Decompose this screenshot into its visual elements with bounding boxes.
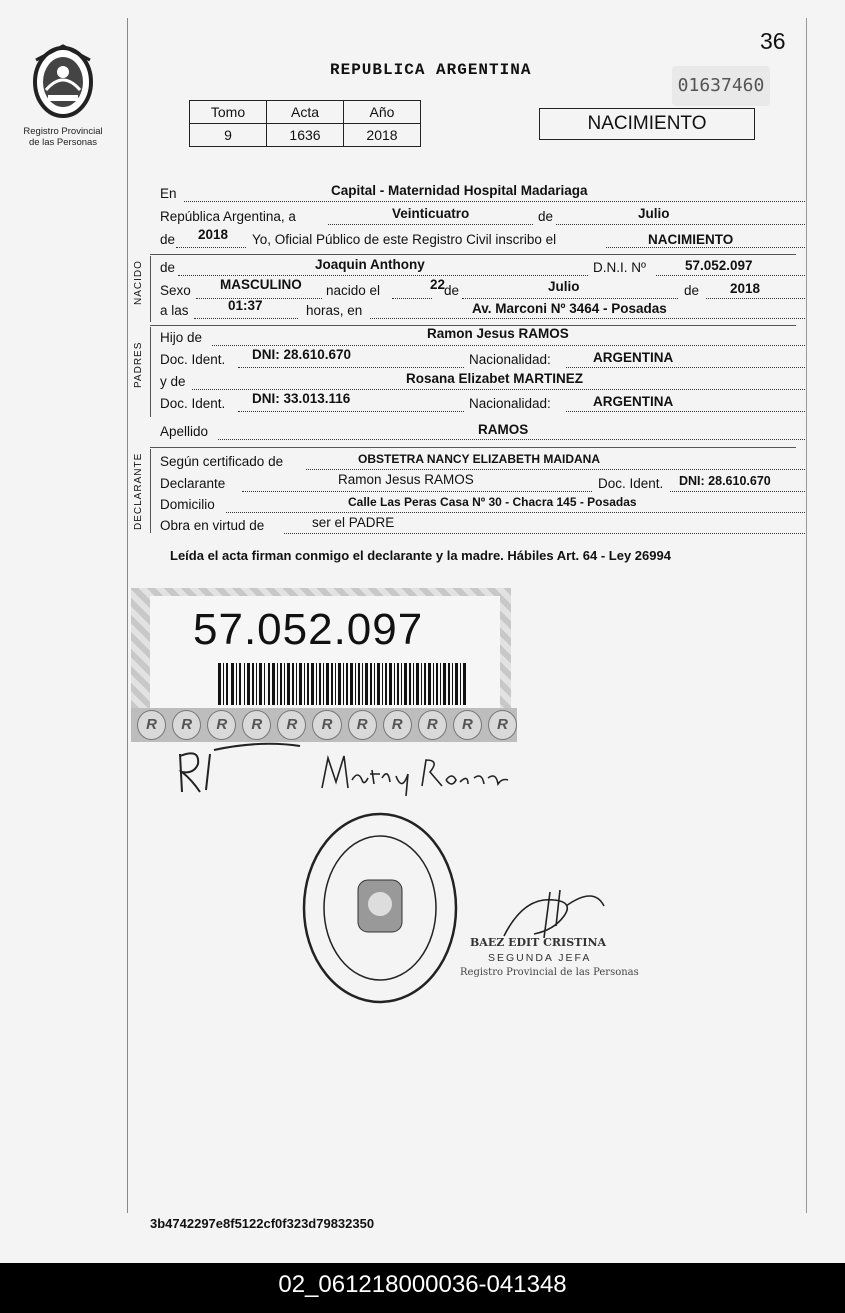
label-nacido-el: nacido el (326, 283, 381, 298)
official-registry: Registro Provincial de las Personas (460, 967, 639, 978)
value-apellido: RAMOS (478, 422, 529, 437)
value-year: 2018 (198, 227, 229, 242)
row-republica (160, 206, 805, 229)
value-month: Julio (638, 206, 670, 221)
declarant-signature (170, 740, 310, 800)
sticker-pattern-row: R R R R R R R R R R R (131, 708, 517, 742)
value-place: Capital - Maternidad Hospital Madariaga (331, 183, 588, 198)
section-divider (150, 447, 796, 448)
value-domicilio: Calle Las Peras Casa Nº 30 - Chacra 145 - Posadas (348, 495, 637, 509)
label-doc-ident: Doc. Ident. (160, 396, 226, 411)
value-day: Veinticuatro (392, 206, 470, 221)
label-de5: de (684, 283, 700, 298)
value-decl-doc: DNI: 28.610.670 (679, 474, 771, 488)
value-father-nationality: ARGENTINA (593, 350, 674, 365)
value-father: Ramon Jesus RAMOS (427, 326, 569, 341)
row-year (160, 227, 805, 252)
value-tomo: 9 (190, 124, 267, 147)
value-birth-year: 2018 (730, 281, 761, 296)
document-title: REPUBLICA ARGENTINA (330, 61, 532, 79)
label-republica: República Argentina, a (160, 209, 296, 224)
label-obra: Obra en virtud de (160, 518, 265, 533)
label-de2: de (160, 232, 176, 247)
value-child-name: Joaquin Anthony (315, 257, 425, 272)
label-apellido: Apellido (160, 424, 209, 439)
value-obra: ser el PADRE (312, 515, 395, 530)
value-birth-month: Julio (548, 279, 580, 294)
label-de3: de (160, 260, 176, 275)
value-certificado: OBSTETRA NANCY ELIZABETH MAIDANA (358, 452, 600, 466)
official-stamp-seal (300, 808, 460, 1008)
label-yo: Yo, Oficial Público de este Registro Civil inscribo el (252, 232, 557, 247)
row-hora (160, 298, 805, 323)
document-hash: 3b4742297e8f5122cf0f323d79832350 (150, 1216, 375, 1231)
coat-of-arms-icon (28, 40, 98, 122)
value-birth-day: 22 (430, 277, 446, 292)
label-a-las: a las (160, 303, 189, 318)
value-mother-doc: DNI: 33.013.116 (252, 391, 351, 406)
official-name: BAEZ EDIT CRISTINA (470, 936, 607, 949)
label-declarante: Declarante (160, 476, 226, 491)
label-horas: horas, en (306, 303, 363, 318)
header-tomo: Tomo (190, 101, 267, 124)
value-child-dni: 57.052.097 (685, 258, 753, 273)
header-anio: Año (344, 101, 421, 124)
label-de: de (538, 209, 554, 224)
value-father-doc: DNI: 28.610.670 (252, 347, 352, 362)
section-label-nacido: NACIDO (133, 260, 144, 305)
label-domicilio: Domicilio (160, 497, 215, 512)
label-sexo: Sexo (160, 283, 191, 298)
section-label-declarante: DECLARANTE (133, 452, 144, 530)
label-en: En (160, 186, 177, 201)
footer-id: 02_061218000036-041348 (0, 1263, 845, 1313)
value-sexo: MASCULINO (220, 277, 302, 292)
label-nacionalidad: Nacionalidad: (469, 352, 551, 367)
header-acta: Acta (267, 101, 344, 124)
registry-table (189, 100, 421, 147)
row-domicilio (160, 497, 805, 517)
official-role: SEGUNDA JEFA (488, 952, 592, 964)
value-declarante: Ramon Jesus RAMOS (338, 472, 474, 487)
label-de4: de (444, 283, 460, 298)
label-decl-doc: Doc. Ident. (598, 476, 664, 491)
mother-signature (318, 748, 518, 798)
value-birth-place: Av. Marconi Nº 3464 - Posadas (472, 301, 667, 316)
logo-caption: Registro Provincial de las Personas (23, 126, 103, 148)
label-dni: D.N.I. Nº (593, 260, 646, 275)
row-father-doc (160, 347, 805, 372)
right-margin-line (806, 18, 807, 1213)
row-obra (160, 515, 805, 538)
section-divider (150, 254, 796, 255)
label-y-de: y de (160, 374, 186, 389)
row-declarante (160, 472, 805, 496)
row-certificado (160, 454, 805, 474)
document-type-box: NACIMIENTO (539, 108, 755, 140)
value-anio: 2018 (344, 124, 421, 147)
label-nacionalidad: Nacionalidad: (469, 396, 551, 411)
value-mother: Rosana Elizabet MARTINEZ (406, 371, 584, 386)
section-label-padres: PADRES (133, 341, 144, 388)
serial-number: 01637460 (672, 66, 770, 106)
value-mother-nationality: ARGENTINA (593, 394, 674, 409)
row-en (160, 183, 805, 206)
row-mother-doc (160, 391, 805, 416)
value-event: NACIMIENTO (648, 232, 734, 247)
barcode-icon (218, 663, 468, 705)
row-apellido (160, 424, 805, 444)
dni-sticker-number: 57.052.097 (193, 605, 424, 654)
value-acta: 1636 (267, 124, 344, 147)
closing-text: Leída el acta firman conmigo el declarante y la madre. Hábiles Art. 64 - Ley 26994 (170, 548, 671, 563)
left-margin-line (127, 18, 128, 1213)
page-number: 36 (760, 28, 786, 54)
value-birth-time: 01:37 (228, 298, 263, 313)
label-certificado: Según certificado de (160, 454, 284, 469)
label-doc-ident: Doc. Ident. (160, 352, 226, 367)
label-hijo-de: Hijo de (160, 330, 203, 345)
provincial-logo (18, 40, 108, 148)
